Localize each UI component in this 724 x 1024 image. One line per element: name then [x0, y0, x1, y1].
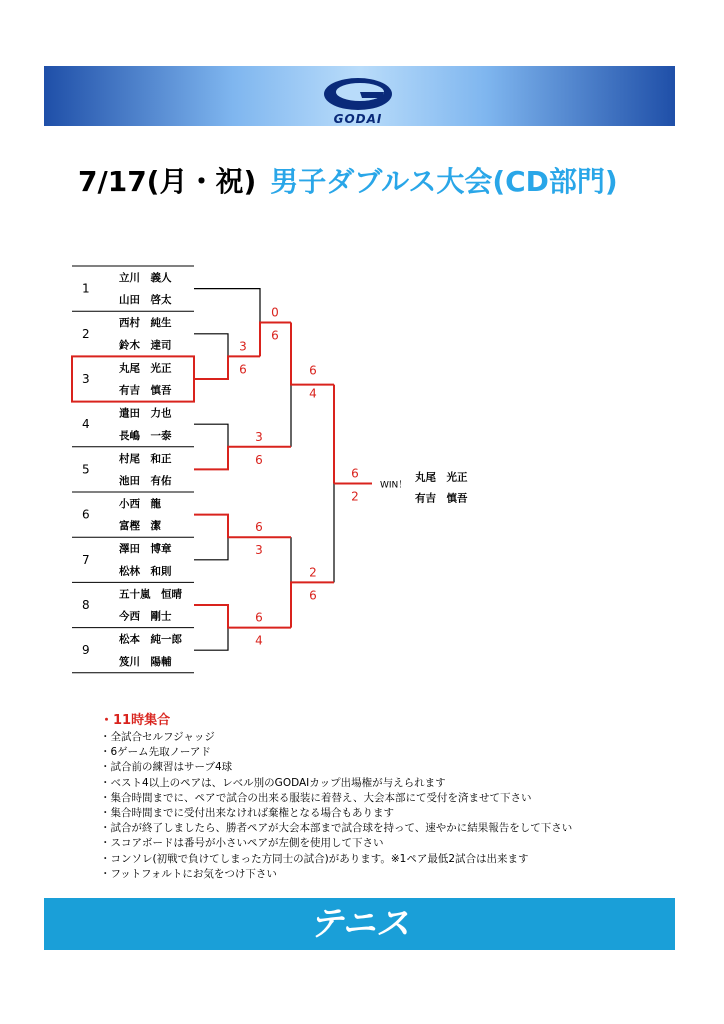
score-label: 3	[255, 429, 263, 444]
seed-number: 6	[82, 507, 90, 522]
notes-heading: ・11時集合	[100, 713, 171, 728]
bracket-line	[194, 537, 228, 560]
score-label: 2	[309, 565, 317, 580]
bracket-line	[194, 334, 228, 357]
bracket-line	[194, 628, 228, 651]
player-name: 立川 義人	[119, 272, 172, 284]
winner-name: 有吉 慎吾	[415, 492, 468, 505]
footer-banner	[44, 898, 675, 950]
player-name: 笈川 陽輔	[119, 655, 172, 668]
seed-number: 1	[82, 281, 90, 296]
player-name: 丸尾 光正	[119, 362, 172, 375]
player-name: 池田 有佑	[119, 475, 172, 487]
player-name: 松林 和則	[119, 565, 172, 578]
note-line: ・ベスト4以上のペアは、レベル別のGODAIカップ出場権が与えられます	[100, 776, 446, 789]
note-line: ・集合時間までに、ペアで試合の出来る服装に着替え、大会本部にて受付を済ませて下さい	[100, 791, 532, 804]
player-name: 遣田 力也	[119, 407, 172, 420]
player-name: 今西 剛士	[119, 610, 172, 623]
seed-number: 4	[82, 417, 90, 432]
seed-number: 5	[82, 462, 90, 477]
notes-section	[100, 712, 572, 882]
bracket-line-win	[194, 356, 260, 379]
note-line: ・6ゲーム先取ノーアド	[100, 746, 211, 759]
note-line: ・スコアボードは番号が小さいペアが左側を使用して下さい	[100, 837, 384, 850]
player-name: 澤田 博章	[119, 543, 172, 556]
score-label: 6	[351, 466, 359, 481]
player-name: 山田 啓太	[119, 294, 172, 307]
score-label: 6	[255, 452, 263, 467]
bracket-line-win	[194, 605, 291, 628]
seed-number: 2	[82, 326, 90, 341]
bracket-line-win	[194, 515, 291, 538]
player-name: 有吉 慎吾	[119, 384, 172, 397]
score-label: 3	[239, 339, 247, 354]
score-label: 6	[239, 362, 247, 377]
player-name: 村尾 和正	[119, 452, 172, 465]
player-name: 長嶋 一泰	[119, 429, 172, 442]
note-line: ・試合が終了しましたら、勝者ペアが大会本部まで試合球を持って、速やかに結果報告をして下さい	[100, 822, 573, 835]
event-date: 7/17(月・祝)	[78, 165, 257, 198]
bracket-line-win	[194, 447, 291, 470]
score-label: 4	[255, 633, 263, 648]
player-name: 五十嵐 恒晴	[119, 588, 182, 601]
bracket-line	[194, 289, 260, 323]
seed-number: 3	[82, 372, 90, 386]
player-name: 鈴木 達司	[119, 339, 172, 352]
note-line: ・全試合セルフジャッジ	[100, 731, 215, 743]
seed-number: 8	[82, 598, 90, 612]
logo-text: GODAI	[333, 112, 383, 126]
bracket-line	[194, 424, 228, 447]
note-line: ・コンソレ(初戦で負けてしまった方同士の試合)があります。※1ペア最低2試合は出来ます	[100, 852, 529, 865]
player-name: 松本 純一郎	[119, 633, 182, 646]
score-label: 6	[255, 520, 263, 535]
player-name: 西村 純生	[119, 317, 172, 330]
note-line: ・集合時間までに受付出来なければ棄権となる場合もあります	[100, 807, 394, 820]
player-name: 小西 龍	[119, 498, 161, 510]
score-label: 3	[255, 543, 263, 558]
event-name: 男子ダブルス大会(CD部門)	[270, 165, 618, 198]
seed-number: 7	[82, 552, 90, 567]
footer-title: テニス	[309, 904, 410, 944]
score-label: 0	[271, 305, 279, 320]
score-label: 4	[309, 386, 317, 401]
score-label: 6	[255, 610, 263, 625]
winner-name: 丸尾 光正	[415, 471, 468, 484]
score-label: 2	[351, 489, 359, 504]
note-line: ・フットフォルトにお気をつけ下さい	[100, 867, 277, 880]
note-line: ・試合前の練習はサーブ4球	[100, 761, 233, 774]
seed-number: 9	[82, 643, 90, 658]
score-label: 6	[271, 328, 279, 343]
score-label: 6	[309, 363, 317, 378]
score-label: 6	[309, 588, 317, 603]
win-label: WIN！	[380, 480, 408, 491]
player-name: 富樫 潔	[119, 520, 161, 533]
